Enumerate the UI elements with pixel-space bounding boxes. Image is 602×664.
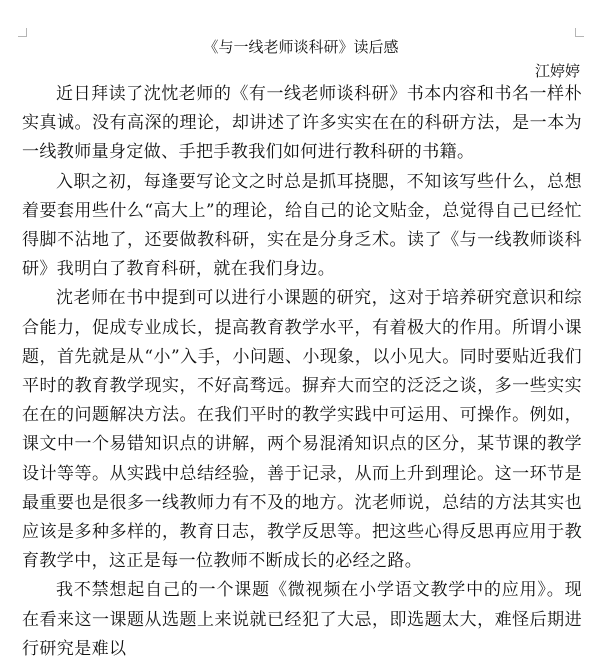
body-paragraph-3: 沈老师在书中提到可以进行小课题的研究，这对于培养研究意识和综合能力，促成专业成长，提高教育教学水平，有着极大的作用。所谓小课题，首先就是从“小”入手，小问题、小现象，以小见大。同时要贴近我们平时的教育教学现实，不好高骛远。摒弃大而空的泛泛之谈，多一些实实在在的问题解决方法。在我们平时的教学实践中可运用、可操作。例如，课文中一个易错知识点的讲解，两个易混淆知识点的区分，某节课的教学设计等等。从实践中总结经验，善于记录，从而上升到理论。这一环节是最重要也是很多一线教师力有不及的地方。沈老师说，总结的方法其实也应该是多种多样的，教育日志，教学反思等。把这些心得反思再应用于教育教学中，这正是每一位教师不断成长的必经之路。 xyxy=(22,288,582,572)
author-name: 江婷婷 xyxy=(534,62,580,80)
body-paragraph-1: 近日拜读了沈忱老师的《有一线老师谈科研》书本内容和书名一样朴实真诚。没有高深的理论，却讲述了许多实实在在的科研方法，是一本为一线教师量身定做、手把手教我们如何进行教科研的书籍。 xyxy=(22,84,582,163)
document-title: 《与一线老师谈科研》读后感 xyxy=(203,38,399,56)
body-paragraph-4: 我不禁想起自己的一个课题《微视频在小学语文教学中的应用》。现在看来这一课题从选题上来说就已经犯了大忌，即选题太大，难怪后期进行研究是难以 xyxy=(22,580,582,659)
body-paragraph-2: 入职之初，每逢要写论文之时总是抓耳挠腮，不知该写些什么，总想着要套用些什么“高大上”的理论，给自己的论文贴金，总觉得自己已经忙得脚不沾地了，还要做教科研，实在是分身乏术。读了《与一线教师谈科研》我明白了教育科研，就在我们身边。 xyxy=(22,171,582,280)
document-body xyxy=(22,80,582,664)
